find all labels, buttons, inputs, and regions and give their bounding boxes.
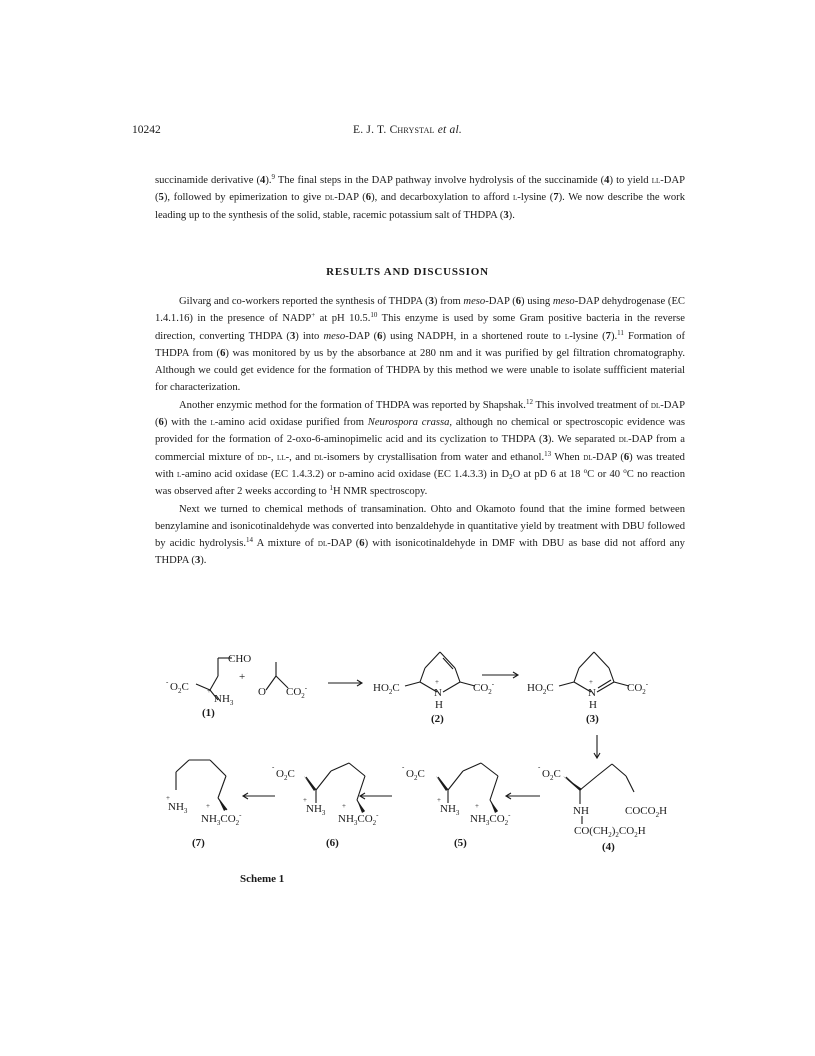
svg-text:NH3CO2-: $NH_3CO_2^-$ [338, 811, 379, 827]
svg-text:-: - [166, 678, 169, 686]
svg-text:N: N [434, 687, 442, 699]
compound-6-label: (6) [326, 837, 339, 849]
compound-5-wedge [436, 776, 448, 791]
svg-text:NH3: $NH_3$ [168, 801, 188, 815]
svg-text:NH: NH [573, 805, 589, 817]
svg-text:O2C: $O_2C$ [170, 681, 189, 695]
svg-text:+: + [207, 687, 211, 695]
compound-1-label: (1) [202, 707, 215, 719]
svg-text:O2C: $O_2C$ [406, 768, 425, 782]
svg-text:+: + [475, 802, 479, 810]
compound-5-wedge-b [490, 800, 498, 813]
svg-text:CO2-: $CO_2^-$ [286, 684, 308, 700]
compound-6-labels [272, 763, 379, 849]
compound-4-label: (4) [602, 841, 615, 853]
svg-text:+: + [303, 796, 307, 804]
scheme-caption: Scheme 1 [240, 873, 285, 885]
svg-text:H: H [435, 699, 443, 711]
svg-text:+: + [166, 794, 170, 802]
svg-text:+: + [239, 671, 246, 683]
compound-6-wedge-b [357, 800, 365, 813]
svg-text:-: - [538, 763, 541, 771]
running-head-etal: et al. [437, 124, 462, 136]
svg-text:NH3CO2-: $NH_3CO_2^-$ [470, 811, 511, 827]
compound-2-labels [373, 678, 495, 725]
svg-text:CHO: CHO [228, 653, 252, 665]
svg-text:O: O [258, 686, 266, 698]
paragraph-transamination: Next we turned to chemical methods of transamination. Ohto and Okamoto found that the imine formed between benzylamine and isonicotinaldehyde was converted into benzaldehyde in quantitative yield by treatment with DBU followed by acidic hydrolysis.$^{14}$ A mixture of dl-DAP (6) with isonicotinaldehyde in DMF with DBU as base did not afford any THDPA (3). [155, 503, 685, 567]
svg-text:+: + [435, 678, 439, 686]
svg-text:HO2C: $HO_2C$ [373, 682, 400, 696]
paragraph-gilvarg: Gilvarg and co-workers reported the synthesis of THDPA (3) from meso-DAP (6) using meso-DAP dehydrogenase (EC 1.4.1.16) in the presence of NADP+ at pH 10.5.10 This enzyme is used by some Gram positive bacteria in the reverse direction, converting THDPA (3) into meso-DAP (6) using NADPH, in a shortened route to l-lysine (7).$^{11}$ Formation of THDPA from (6) was monitored by us by the absorbance at 280 nm and it was purified by gel filtration chromatography. Although we could get evidence for the formation of THDPA by this method we were unable to isolate suffficient material for characterization. [155, 296, 686, 394]
svg-text:NH3CO2-: $NH_3CO_2^-$ [201, 811, 242, 827]
svg-text:CO2-: $CO_2^-$ [627, 680, 649, 696]
compound-7-label: (7) [192, 837, 205, 849]
running-head-authors: E. J. T. [353, 124, 390, 136]
svg-text:NH3: $NH_3$ [440, 803, 460, 817]
compound-4-labels [538, 763, 667, 853]
compound-3-label: (3) [586, 713, 599, 725]
svg-text:-: - [402, 763, 405, 771]
svg-text:+: + [589, 678, 593, 686]
paragraph-dap-pathway: succinamide derivative (4).$^9$ The final steps in the DAP pathway involve hydrolysis of the succinamide (4) to yield ll-DAP (5), followed by epimerization to give dl-DAP (6), and decarboxylation to afford l-lysine (7). We now describe the work leading up to the synthesis of the solid, stable, racemic potassium salt of THDPA (3). [155, 173, 685, 221]
section-heading: RESULTS AND DISCUSSION [326, 266, 489, 278]
compound-7-labels [166, 794, 242, 849]
svg-text:O2C: $O_2C$ [276, 768, 295, 782]
svg-text:NH3: $NH_3$ [306, 803, 326, 817]
compound-3-bonds [559, 652, 629, 692]
svg-text:HO2C: $HO_2C$ [527, 682, 554, 696]
svg-text:CO(CH2)2CO2H: $CO(CH_2)_2CO_2H$ [574, 825, 646, 839]
svg-text:H: H [589, 699, 597, 711]
svg-text:CO2-: $CO_2^-$ [473, 680, 495, 696]
svg-text:N: N [588, 687, 596, 699]
compound-2-bonds [405, 652, 475, 692]
svg-text:O2C: $O_2C$ [542, 768, 561, 782]
svg-text:-: - [272, 763, 275, 771]
compound-5-labels [402, 763, 511, 849]
running-head-surname: Chrystal [389, 124, 435, 136]
svg-text:+: + [437, 796, 441, 804]
compound-2-label: (2) [431, 713, 444, 725]
paragraph-shapshak: Another enzymic method for the formation of THDPA was reported by Shapshak.$^{12}$ This involved treatment of dl-DAP (6) with the l-amino acid oxidase purified from Neurospora crassa, although no chemical or spectroscopic evidence was provided for the formation of 2-oxo-6-aminopimelic acid and its cyclization to THDPA (3). We separated dl-DAP from a commercial mixture of dd-, ll-, and dl-isomers by crystallisation from water and ethanol.$^{13}$ When dl-DAP (6) was treated with l-amino acid oxidase (EC 1.4.3.2) or d-amino acid oxidase (EC 1.4.3.3) in $D_2O$ at pD 6 at 18 $^o$C or 40 $^o$C no reaction was observed after 2 weeks according to $^1$H NMR spectroscopy. [155, 397, 686, 498]
compound-6-wedge [304, 776, 316, 791]
compound-4-wedge [563, 776, 582, 791]
compound-7-wedge [218, 798, 227, 811]
page-number: 10242 [132, 124, 161, 136]
compound-5-label: (5) [454, 837, 467, 849]
svg-text:+: + [206, 802, 210, 810]
svg-text:COCO2H: $COCO_2H$ [625, 805, 668, 819]
compound-1-labels [166, 653, 308, 719]
svg-text:+: + [342, 802, 346, 810]
compound-3-labels [527, 678, 649, 725]
svg-text:NH3: $NH_3$ [214, 693, 234, 707]
